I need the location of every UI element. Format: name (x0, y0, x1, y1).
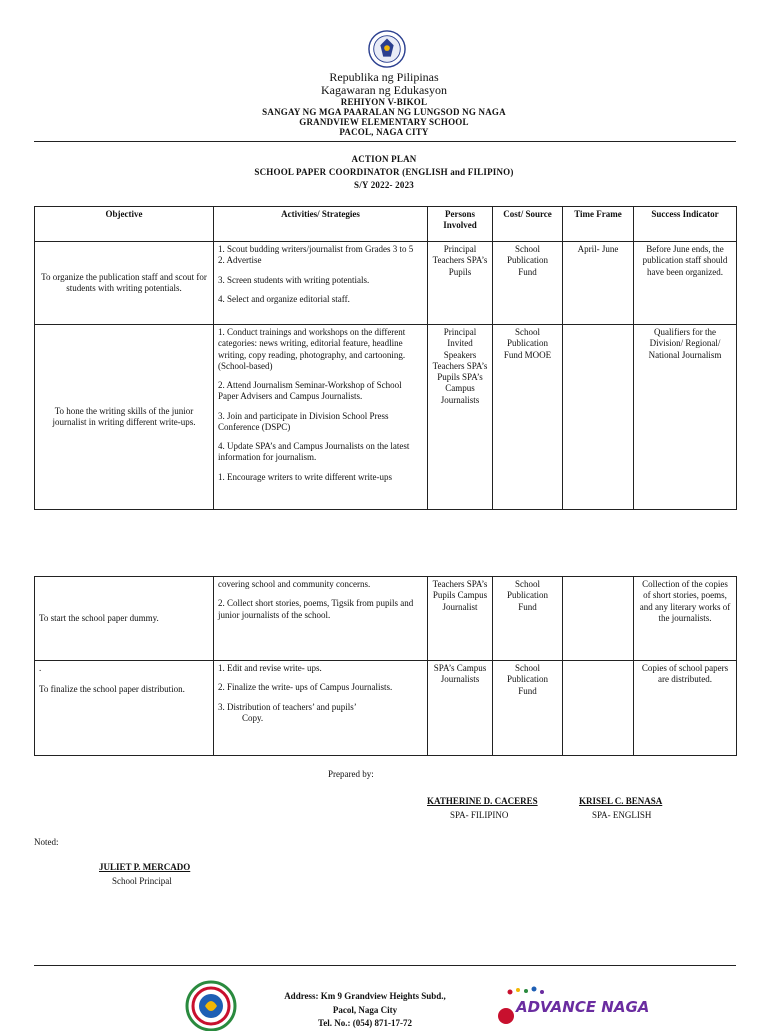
table-row (35, 242, 737, 325)
activity-item: 1. Encourage writers to write different write-ups (218, 471, 393, 482)
action-plan-table (34, 206, 737, 510)
title-sy: S/Y 2022- 2023 (354, 180, 414, 190)
activities-cell (214, 661, 428, 756)
objective-dot: . (39, 663, 42, 673)
objective-cell: To organize the publication staff and scout for students with writing potentials. (35, 242, 214, 325)
footer-address-block (250, 990, 480, 1031)
activities-cell (214, 577, 428, 661)
indicator-cell: Collection of the copies of short stories, poems, and any literary works of the journalists. (634, 577, 737, 661)
header-location: PACOL, NAGA CITY (339, 127, 429, 137)
header-division: SANGAY NG MGA PAARALAN NG LUNGSOD NG NAGA (262, 107, 506, 117)
signer2-role: SPA- ENGLISH (592, 810, 652, 820)
indicator-cell: Before June ends, the publication staff should have been organized. (634, 242, 737, 325)
header-region: REHIYON V-BIKOL (340, 97, 428, 107)
time-cell (563, 661, 634, 756)
advance-naga-logo-icon (496, 986, 650, 1024)
activities-cell (214, 325, 428, 510)
objective-cell (35, 661, 214, 756)
title-sub: SCHOOL PAPER COORDINATOR (ENGLISH and FILIPINO) (254, 167, 514, 177)
footer-address-line1: Address: Km 9 Grandview Heights Subd., (284, 991, 446, 1001)
principal-role: School Principal (112, 876, 172, 886)
activity-item: 2. Attend Journalism Seminar-Workshop of School Paper Advisers and Campus Journalists. (218, 380, 402, 402)
col-header-persons: Persons Involved (428, 207, 493, 242)
activity-item: Copy. (242, 712, 264, 723)
activities-cell (214, 242, 428, 325)
table-row (35, 661, 737, 756)
cost-cell: School Publication Fund MOOE (493, 325, 563, 510)
persons-cell: Principal Invited Speakers Teachers SPA’s Pupils SPA’s Campus Journalists (428, 325, 493, 510)
col-header-time: Time Frame (563, 207, 634, 242)
activity-item: covering school and community concerns. (218, 579, 371, 589)
header-divider (34, 141, 736, 142)
col-header-objective: Objective (35, 207, 214, 242)
activity-item: 2. Collect short stories, poems, Tigsik from pupils and junior journalists of the school. (218, 598, 414, 620)
time-cell (563, 577, 634, 661)
signer2-name: KRISEL C. BENASA (579, 796, 663, 806)
activity-item: 4. Update SPA’s and Campus Journalists on the latest information for journalism. (218, 441, 410, 463)
action-plan-table-continued (34, 576, 737, 756)
header-school: GRANDVIEW ELEMENTARY SCHOOL (299, 117, 469, 127)
objective-text: To finalize the school paper distribution. (39, 684, 185, 695)
school-logo-icon (184, 980, 238, 1024)
activity-item: 3. Screen students with writing potentials. (218, 274, 370, 285)
activity-item: 1. Scout budding writers/journalist from Grades 3 to 5 (218, 244, 414, 254)
activity-item: 4. Select and organize editorial staff. (218, 293, 350, 304)
time-cell (563, 325, 634, 510)
col-header-indicator: Success Indicator (634, 207, 737, 242)
activity-item: 1. Edit and revise write- ups. (218, 663, 322, 673)
indicator-cell: Qualifiers for the Division/ Regional/ National Journalism (634, 325, 737, 510)
activity-item: 1. Conduct trainings and workshops on the different categories: news writing, editorial feature, headline writing, copy reading, photography, and cartooning. (School-based) (218, 327, 406, 371)
title-main: ACTION PLAN (351, 154, 417, 164)
signer1-name: KATHERINE D. CACERES (427, 796, 538, 806)
signer1-role: SPA- FILIPINO (450, 810, 509, 820)
time-cell: April- June (563, 242, 634, 325)
objective-cell: To start the school paper dummy. (35, 577, 214, 661)
header-republic: Republika ng Pilipinas (329, 70, 439, 84)
activity-item: 3. Join and participate in Division School Press Conference (DSPC) (218, 410, 389, 432)
cost-cell: School Publication Fund (493, 661, 563, 756)
noted-label: Noted: (34, 837, 59, 847)
footer-tel: Tel. No.: (054) 871-17-72 (318, 1018, 412, 1028)
indicator-cell: Copies of school papers are distributed. (634, 661, 737, 756)
persons-cell: Teachers SPA’s Pupils Campus Journalist (428, 577, 493, 661)
cost-cell: School Publication Fund (493, 577, 563, 661)
principal-name: JULIET P. MERCADO (99, 862, 191, 872)
footer-address-line2: Pacol, Naga City (332, 1004, 398, 1015)
activity-item: 3. Distribution of teachers’ and pupils’ (218, 701, 357, 712)
deped-seal-icon (368, 30, 406, 68)
col-header-activities: Activities/ Strategies (214, 207, 428, 242)
prepared-by-label: Prepared by: (328, 769, 374, 779)
header-department: Kagawaran ng Edukasyon (321, 83, 447, 97)
persons-cell: Principal Teachers SPA’s Pupils (428, 242, 493, 325)
cost-cell: School Publication Fund (493, 242, 563, 325)
table-row (35, 577, 737, 661)
activity-item: 2. Finalize the write- ups of Campus Journalists. (218, 682, 393, 693)
table-row (35, 325, 737, 510)
advance-logo-text: ADVANCE NAGA (516, 998, 650, 1016)
table-header-row (35, 207, 737, 242)
objective-cell: To hone the writing skills of the junior journalist in writing different write-ups. (35, 325, 214, 510)
col-header-cost: Cost/ Source (493, 207, 563, 242)
activity-item: 2. Advertise (218, 255, 262, 266)
footer-divider (34, 965, 736, 966)
persons-cell: SPA’s Campus Journalists (428, 661, 493, 756)
